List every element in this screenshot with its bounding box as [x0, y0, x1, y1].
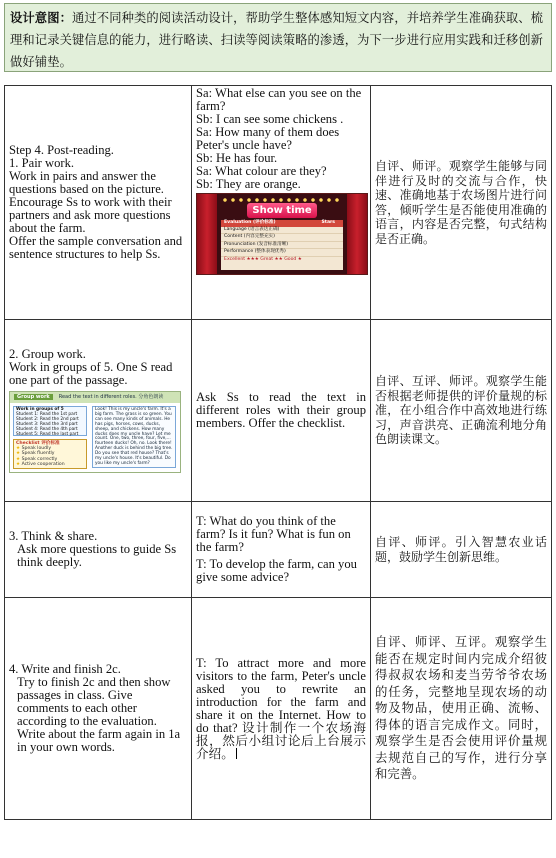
teacher-question: T: What do you think of the farm? Is it fun? What is fun on the farm? — [196, 514, 351, 554]
group-work-tag: Group work — [14, 394, 53, 400]
evaluation-cell: 自评、师评、互评。观察学生能否在规定时间内完成介绍彼得叔叔农场和麦当劳爷爷农场的任务，完整地呈现农场的动物及物品，使用正确、流畅、得体的语言完成作文。同时，观察学生是否会使用评价量规去规范自己的写作，进行分享和完善。 — [371, 598, 552, 820]
dialogue-line: Sb: I can see some chickens . — [196, 112, 344, 126]
dialogue-line: Sa: What else can you see on the farm? — [196, 86, 362, 113]
table-row — [5, 502, 552, 598]
curtain-right — [347, 194, 367, 274]
design-intent-text: 通过不同种类的阅读活动设计，帮助学生整体感知短文内容，并培养学生准确获取、梳理和记录关键信息的能力，进行略读、扫读等阅读策略的渗透，为下一步进行应用实践和迁移创新做好铺垫。 — [10, 11, 544, 69]
star-icon: ★ — [16, 446, 21, 452]
group-role: Student 5: Read the last part — [16, 431, 79, 437]
activity-text: Encourage Ss to work with their partners and ask more questions about the farm. — [9, 195, 172, 235]
checklist-item: Speak fluently — [21, 451, 55, 457]
evaluation-row: Pronunciation (发音标准清晰) — [221, 242, 343, 250]
activity-cell — [5, 86, 192, 320]
activity-text: Work in groups of 5. One S read one part of the passage. — [9, 360, 173, 387]
activity-cell — [5, 502, 192, 598]
process-cell — [192, 598, 371, 820]
design-intent-label: 设计意图： — [10, 11, 72, 25]
table-row — [5, 320, 552, 502]
group-role: Student 3: Read the 3rd part — [16, 421, 78, 427]
teacher-question: T: To develop the farm, can you give some advice? — [196, 557, 357, 584]
evaluation-cell: 自评、师评。引入智慧农业话题，鼓励学生创新思维。 — [371, 502, 552, 598]
process-cell — [192, 86, 371, 320]
lesson-table — [4, 85, 552, 820]
evaluation-header-left: Evaluation (评价标准) — [224, 220, 276, 225]
checklist-item: Speak correctly — [21, 456, 58, 462]
checklist-title: Checklist 评价标准 — [16, 441, 60, 446]
page — [4, 3, 552, 820]
checklist-box — [13, 439, 87, 469]
step-heading: Step 4. Post-reading. — [9, 143, 114, 157]
activity-title: 4. Write and finish 2c. — [9, 662, 121, 676]
design-intent-box — [4, 3, 552, 72]
evaluation-row: Language (语言表达正确) — [221, 227, 343, 235]
evaluation-cell: 自评、师评。观察学生能够与同伴进行及时的交流与合作，快速、准确地基于农场图片进行问答，倾听学生是否能使用准确的语言，内容是否完整，句式结构是否正确。 — [371, 86, 552, 320]
evaluation-row: Content (内容完整充实) — [221, 234, 343, 242]
group-role: Student 2: Read the 2nd part — [16, 416, 79, 422]
dialogue-line: Sa: What colour are they? — [196, 164, 327, 178]
text-cursor — [236, 748, 237, 759]
dialogue-line: Sa: How many of them does Peter's uncle have? — [196, 125, 340, 152]
group-work-title: Read the text in different roles. 分角色朗读 — [58, 394, 164, 400]
group-role: Student 4: Read the 4th part — [16, 426, 78, 432]
evaluation-cell: 自评、互评、师评。观察学生能否根据老师提供的评价量规的标准，在小组合作中高效地进行练习，声音洪亮、正确流利地分角色朗读课文。 — [371, 320, 552, 502]
evaluation-footer: Excellent ★★★ Great ★★ Good ★ — [224, 256, 302, 262]
dialogue-line: Sb: They are orange. — [196, 177, 301, 191]
activity-text: Write about the farm again in 1a in your own words. — [17, 727, 181, 754]
activity-text: Try to finish 2c and then show passages in class. Give comments to each other according to the evaluation. — [17, 675, 171, 728]
teacher-instruction: T: To attract more and more visitors to the farm, Peter's uncle asked you to rewrite an introduction for the farm and share it on the Internet. How to do that? 设计制作一个农场海报，然后小组讨论后上台展示介绍。 — [196, 655, 366, 761]
dialogue-line: Sb: He has four. — [196, 151, 278, 165]
process-cell — [192, 502, 371, 598]
table-row — [5, 598, 552, 820]
group-roles-box — [13, 406, 87, 436]
group-role: Student 1: Read the 1st part — [16, 411, 78, 417]
evaluation-row: Performance (整体表现优秀) — [221, 249, 343, 257]
group-roles-title: Work in groups of 5 — [16, 407, 64, 412]
activity-text: Work in pairs and answer the questions based on the picture. — [9, 169, 164, 196]
activity-title: 2. Group work. — [9, 347, 86, 361]
activity-title: 1. Pair work. — [9, 156, 75, 170]
passage-box: Look! This is my uncle's farm. It's a big farm. The grass is so green. You can see many kinds of animals. He has pigs, horses, cows, ducks, sheep, and chickens. How many ducks does my uncle have? Let me count. One, two, three, four, five,... fourteen ducks! Oh, no. Look there! Another duck is behind the big tree. Do you see that red house? That's my uncle's house. It's beautiful. Do you like my uncle's farm? — [92, 406, 176, 468]
evaluation-table — [221, 220, 343, 270]
curtain-left — [197, 194, 217, 274]
checklist-item: Active cooperation — [21, 461, 65, 467]
star-icon: ★ — [16, 451, 21, 457]
group-work-image — [9, 391, 181, 473]
activity-text: Ask more questions to guide Ss think deeply. — [17, 542, 177, 569]
show-time-banner: Show time — [247, 203, 317, 218]
show-time-image — [196, 193, 368, 275]
table-row — [5, 86, 552, 320]
checklist-item: Speak loudly — [21, 446, 52, 452]
group-work-header — [10, 392, 180, 403]
activity-cell — [5, 598, 192, 820]
evaluation-header-right: Stars — [321, 220, 336, 225]
activity-cell — [5, 320, 192, 502]
process-cell: Ask Ss to read the text in different roles with their group members. Offer the checklist. — [192, 320, 371, 502]
star-icon: ★ — [16, 456, 21, 462]
activity-title: 3. Think & share. — [9, 529, 98, 543]
activity-text: Offer the sample conversation and sentence structures to help Ss. — [9, 234, 183, 261]
star-icon: ★ — [16, 461, 21, 467]
